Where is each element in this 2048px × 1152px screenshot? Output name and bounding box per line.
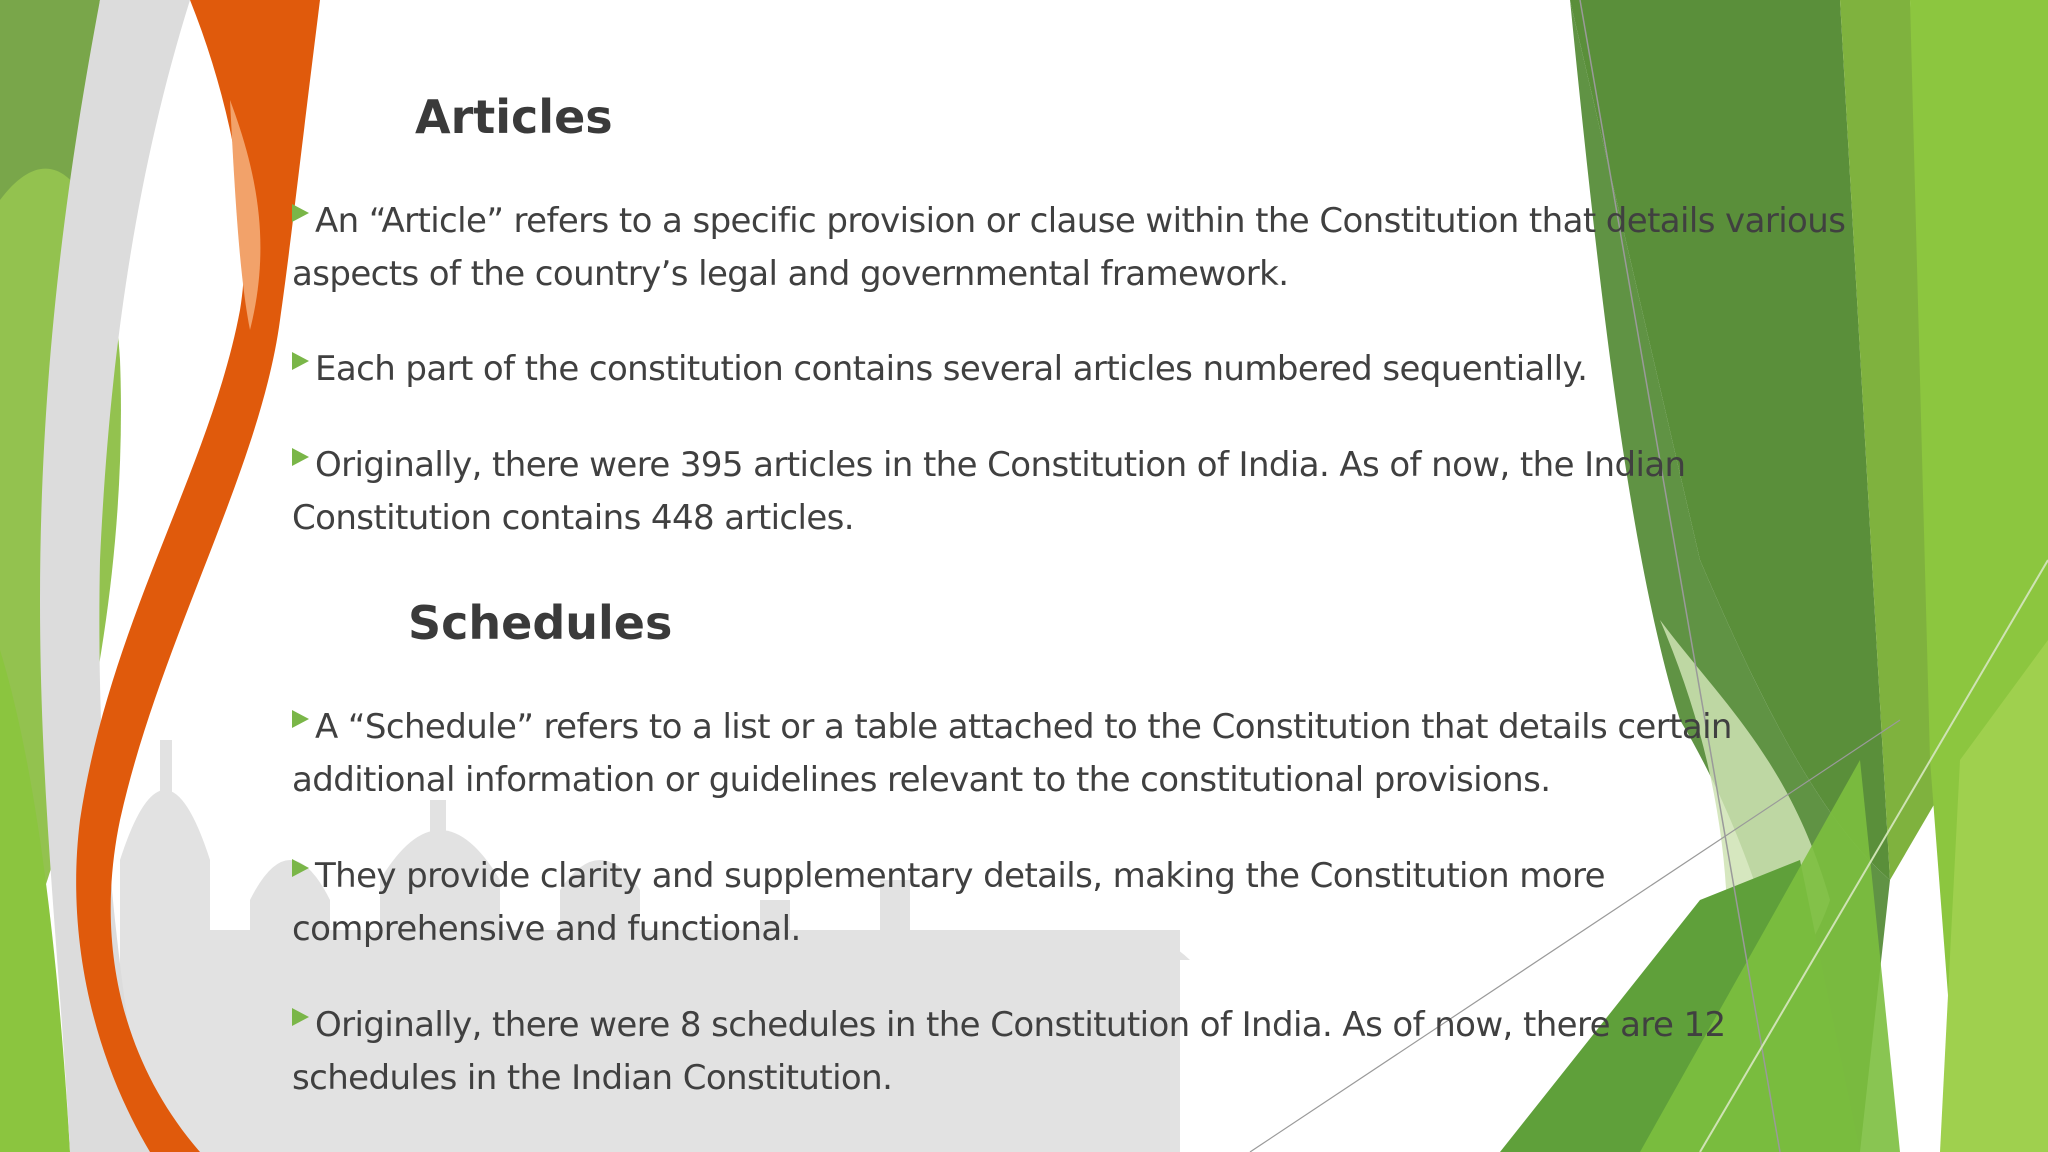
schedules-bullet-2-text: They provide clarity and supplementary details, making the Constitution more comprehensive and functional. xyxy=(292,856,1605,949)
schedules-bullet-1 xyxy=(292,701,1862,807)
articles-bullet-3-text: Originally, there were 395 articles in the Constitution of India. As of now, the Indian Constitution contains 448 articles. xyxy=(292,445,1686,538)
articles-bullet-2 xyxy=(292,343,1862,396)
articles-bullet-1 xyxy=(292,195,1862,301)
arrow-bullet-icon xyxy=(292,204,309,222)
articles-bullet-3 xyxy=(292,439,1862,545)
arrow-bullet-icon xyxy=(292,352,309,370)
arrow-bullet-icon xyxy=(292,448,309,466)
schedules-bullet-3-text: Originally, there were 8 schedules in the Constitution of India. As of now, there are 12 schedules in the Indian Constitution. xyxy=(292,1005,1726,1098)
schedules-bullet-3 xyxy=(292,999,1862,1105)
articles-heading: Articles xyxy=(415,90,613,144)
arrow-bullet-icon xyxy=(292,1008,309,1026)
arrow-bullet-icon xyxy=(292,859,309,877)
schedules-heading: Schedules xyxy=(408,596,673,650)
schedules-bullet-2 xyxy=(292,850,1862,956)
articles-bullet-2-text: Each part of the constitution contains several articles numbered sequentially. xyxy=(315,349,1588,389)
articles-bullet-1-text: An “Article” refers to a specific provision or clause within the Constitution that details various aspects of the country’s legal and governmental framework. xyxy=(292,201,1846,294)
arrow-bullet-icon xyxy=(292,710,309,728)
schedules-bullet-1-text: A “Schedule” refers to a list or a table attached to the Constitution that details certain additional information or guidelines relevant to the constitutional provisions. xyxy=(292,707,1732,800)
